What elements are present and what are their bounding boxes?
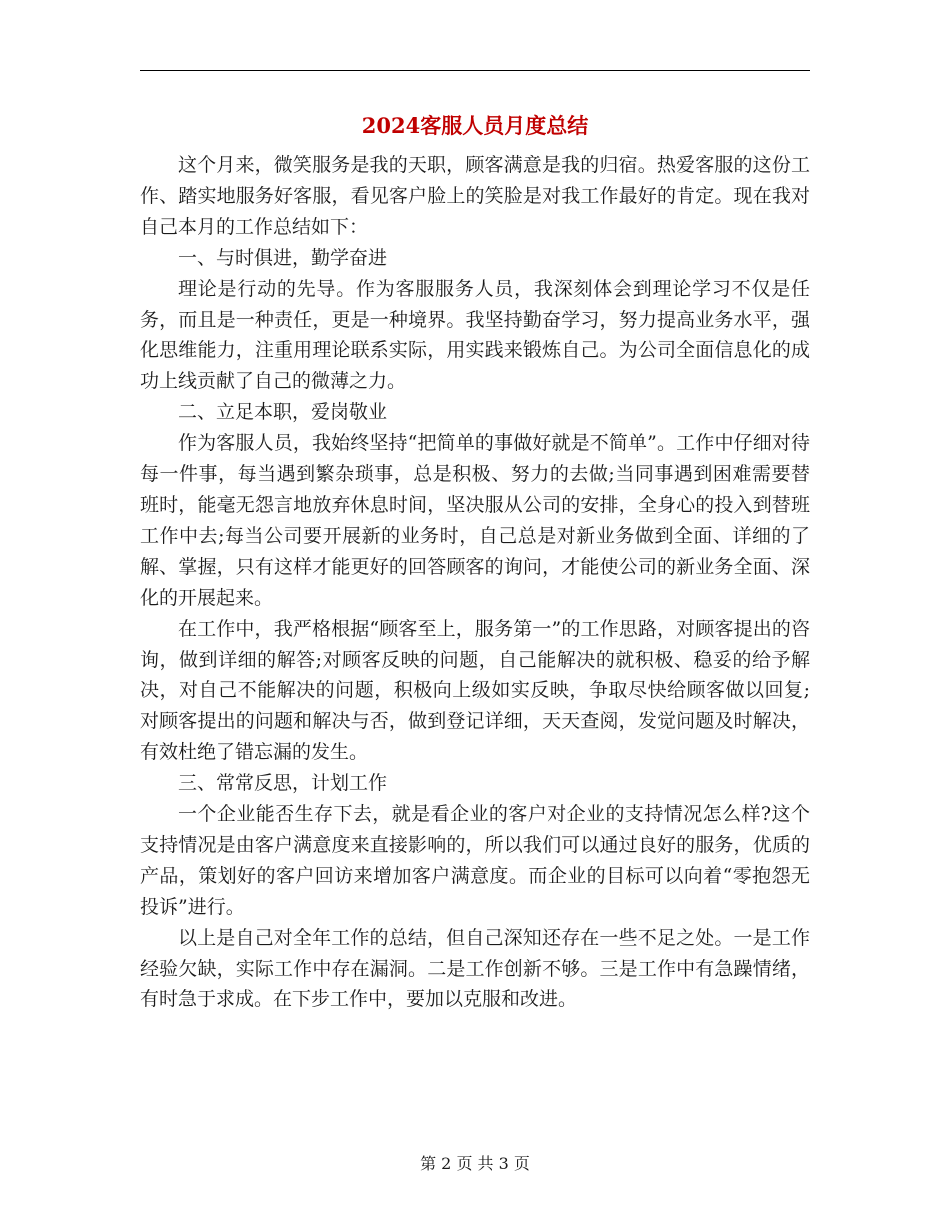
section-heading-1: 一、与时俱进，勤学奋进 [178, 246, 388, 269]
paragraph-theory: 理论是行动的先导。作为客服服务人员，我深刻体会到理论学习不仅是任务，而且是一种责任，更是一种境界。我坚持勤奋学习，努力提高业务水平，强化思维能力，注重用理论联系实际，用实践来锻炼自己。为公司全面信息化的成功上线贡献了自己的微薄之力。 [140, 277, 810, 393]
document-body [140, 150, 810, 1015]
paragraph-dedication: 作为客服人员，我始终坚持“把简单的事做好就是不简单”。工作中仔细对待每一件事，每当遇到繁杂琐事，总是积极、努力的去做;当同事遇到困难需要替班时，能毫无怨言地放弃休息时间，坚决服从公司的安排，全身心的投入到替班工作中去;每当公司要开展新的业务时，自己总是对新业务做到全面、详细的了解、掌握，只有这样才能更好的回答顾客的询问，才能使公司的新业务全面、深化的开展起来。 [140, 432, 810, 609]
header-rule [140, 70, 810, 71]
page-number: 第 2 页 共 3 页 [420, 1154, 530, 1173]
section-heading-3: 三、常常反思，计划工作 [178, 772, 388, 795]
document-title: 2024客服人员月度总结 [361, 113, 589, 138]
paragraph-intro: 这个月来，微笑服务是我的天职，顾客满意是我的归宿。热爱客服的这份工作、踏实地服务好客服，看见客户脸上的笑脸是对我工作最好的肯定。现在我对自己本月的工作总结如下： [140, 154, 810, 238]
paragraph-conclusion: 以上是自己对全年工作的总结，但自己深知还存在一些不足之处。一是工作经验欠缺，实际工作中存在漏洞。二是工作创新不够。三是工作中有急躁情绪，有时急于求成。在下步工作中，要加以克服和改进。 [140, 926, 810, 1011]
section-heading-2: 二、立足本职，爱岗敬业 [178, 401, 388, 424]
paragraph-reflection: 一个企业能否生存下去，就是看企业的客户对企业的支持情况怎么样?这个支持情况是由客户满意度来直接影响的，所以我们可以通过良好的服务，优质的产品，策划好的客户回访来增加客户满意度。而企业的目标可以向着“零抱怨无投诉”进行。 [140, 803, 810, 918]
paragraph-customer-first: 在工作中，我严格根据“顾客至上，服务第一”的工作思路，对顾客提出的咨询，做到详细的解答;对顾客反映的问题，自己能解决的就积极、稳妥的给予解决，对自己不能解决的问题，积极向上级如实反映，争取尽快给顾客做以回复;对顾客提出的问题和解决与否，做到登记详细，天天查阅，发觉问题及时解决，有效杜绝了错忘漏的发生。 [140, 617, 810, 764]
